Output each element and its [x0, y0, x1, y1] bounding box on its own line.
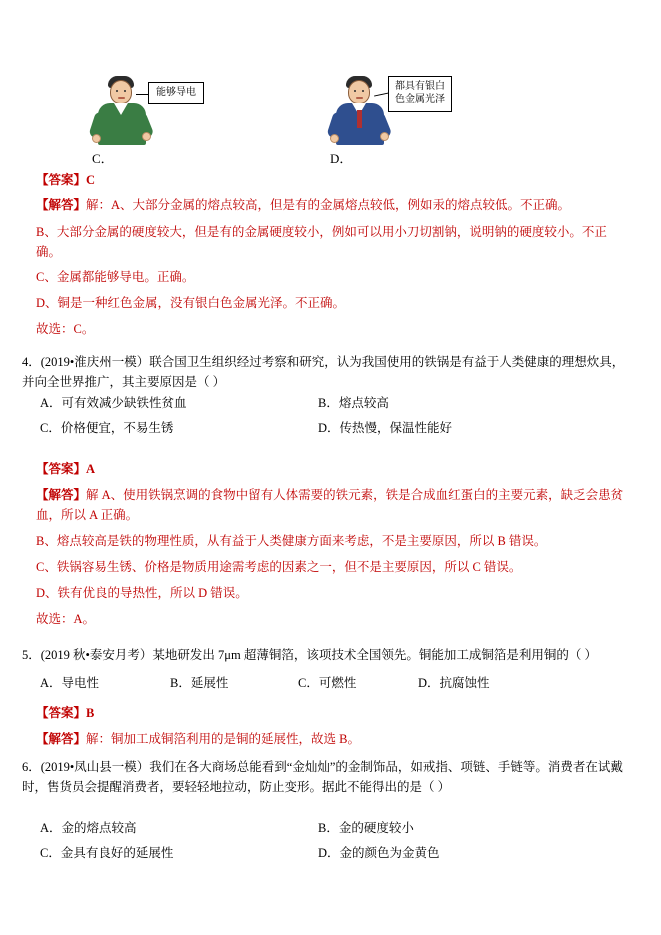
analysis-line: C、金属都能够导电。正确。: [36, 270, 195, 284]
analysis-4-line-b: [36, 533, 546, 550]
analysis-line: B、熔点较高是铁的物理性质，从有益于人类健康方面来考虑，不是主要原因，所以 B 错误。: [36, 534, 547, 548]
analysis-line: D、铁有优良的导热性，所以 D 错误。: [36, 586, 248, 600]
analysis-line: 解 A、使用铁锅烹调的食物中留有人体需要的铁元素，铁是合成血红蛋白的主要元素，缺乏会患贫血，所以 A 正确。: [36, 488, 624, 522]
eye-left: [116, 90, 118, 92]
choice-d[interactable]: D．传热慢，保温性能好: [318, 421, 453, 435]
analysis-4-line-d: [36, 585, 248, 602]
question-text: ．(2019 秋•泰安月考）某地研发出 7μm 超薄铜箔，该项技术全国领先。铜能加工成铜箔是利用铜的（ ）: [28, 648, 597, 662]
analysis-line: 解：铜加工成铜箔利用的是铜的延展性，故选 B。: [86, 732, 360, 746]
question-4-stem: [22, 352, 634, 392]
analysis-line: C、铁锅容易生锈、价格是物质用途需考虑的因素之一，但不是主要原因，所以 C 错误。: [36, 560, 522, 574]
analysis-tag: 【解答】: [36, 732, 87, 746]
answer-row-5: [36, 705, 94, 722]
answer-row-4: [36, 461, 95, 478]
question-number: 4: [22, 355, 29, 369]
head: [348, 80, 370, 104]
choice-c[interactable]: C．金具有良好的延展性: [40, 846, 174, 860]
analysis-conclusion-1: [36, 321, 94, 338]
choice-d[interactable]: D．抗腐蚀性: [418, 676, 490, 690]
head: [110, 80, 132, 104]
choice-a[interactable]: A．导电性: [40, 676, 100, 690]
speech-bubble-c: 能够导电: [148, 82, 204, 104]
analysis-4-conclusion: [36, 611, 95, 628]
answer-value: B: [86, 706, 95, 720]
mouth: [356, 97, 363, 99]
option-label-c: C．: [92, 151, 114, 166]
choice-b[interactable]: B．金的硬度较小: [318, 821, 414, 835]
question-6-stem: [22, 757, 642, 797]
option-label-d: D．: [330, 151, 353, 166]
analysis-line-d: [36, 295, 345, 312]
hand-right: [142, 132, 151, 141]
analysis-lead: 解：: [86, 198, 112, 212]
analysis-row-1: [36, 197, 570, 214]
question-5-stem: [22, 645, 642, 665]
analysis-line: 故选：C。: [36, 322, 95, 336]
choice-b[interactable]: B．熔点较高: [318, 396, 389, 410]
analysis-line: 故选：A。: [36, 612, 96, 626]
hand-left: [330, 134, 339, 143]
question-4-choices: [0, 393, 661, 439]
eye-right: [362, 90, 364, 92]
analysis-row-5: [36, 731, 360, 748]
answer-row-1: [36, 172, 95, 189]
choice-c[interactable]: C．价格便宜，不易生锈: [40, 421, 174, 435]
choice-c[interactable]: C．可燃性: [298, 676, 357, 690]
hand-right: [380, 132, 389, 141]
analysis-tag: 【解答】: [36, 488, 87, 502]
analysis-line-b: [36, 222, 626, 262]
question-number: 5: [22, 648, 29, 662]
answer-tag: 【答案】: [36, 462, 87, 476]
person-green-shirt-icon: [92, 72, 154, 144]
choice-a[interactable]: A．金的熔点较高: [40, 821, 137, 835]
choice-d[interactable]: D．金的颜色为金黄色: [318, 846, 440, 860]
choice-a[interactable]: A．可有效减少缺铁性贫血: [40, 396, 187, 410]
analysis-line: D、铜是一种红色金属，没有银白色金属光泽。不正确。: [36, 296, 346, 310]
question-6-choices: [0, 818, 661, 864]
question-text: ．(2019•淮庆州一模）联合国卫生组织经过考察和研究，认为我国使用的铁锅是有益于人类健康的理想炊具，并向全世界推广，其主要原因是（ ）: [22, 355, 625, 389]
answer-value: A: [86, 462, 96, 476]
mouth: [118, 97, 125, 99]
eye-left: [354, 90, 356, 92]
hand-left: [92, 134, 101, 143]
person-blue-suit-icon: [330, 72, 392, 144]
figure-row: [0, 68, 661, 148]
figure-option-d: [330, 68, 510, 146]
analysis-4-line-a: [36, 485, 626, 525]
analysis-line: A、大部分金属的熔点较高，但是有的金属熔点较低，例如汞的熔点较低。不正确。: [111, 198, 571, 212]
eye-right: [124, 90, 126, 92]
analysis-tag: 【解答】: [36, 198, 87, 212]
choice-b[interactable]: B．延展性: [170, 676, 229, 690]
question-5-choices: [0, 673, 661, 695]
question-text: ．(2019•凤山县一模）我们在各大商场总能看到“金灿灿”的金制饰品，如戒指、项链、手链等。消费者在试戴时，售货员会提醒消费者，要轻轻地拉动，防止变形。据此不能得出的是（ ）: [22, 760, 623, 794]
figure-option-c: [92, 68, 272, 146]
analysis-line: B、大部分金属的硬度较大，但是有的金属硬度较小，例如可以用小刀切割钠，说明钠的硬度较小。不正确。: [36, 225, 607, 259]
analysis-4-line-c: [36, 559, 521, 576]
speech-bubble-d: 都具有银白色金属光泽: [388, 76, 452, 112]
answer-tag: 【答案】: [36, 706, 87, 720]
necktie: [357, 110, 362, 128]
answer-tag: 【答案】: [36, 173, 87, 187]
answer-value: C: [86, 173, 96, 187]
question-number: 6: [22, 760, 29, 774]
analysis-line-c: [36, 269, 194, 286]
